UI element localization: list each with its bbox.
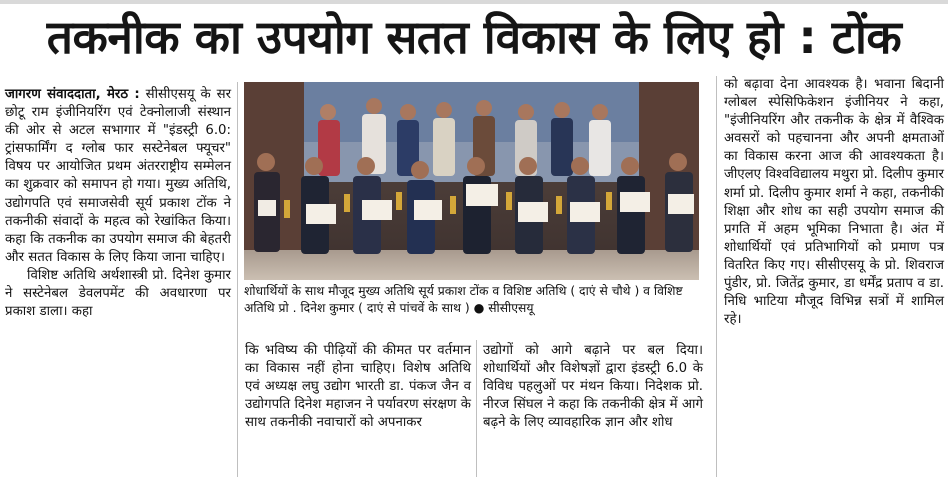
- byline-paragraph: [5, 86, 231, 267]
- headline: तकनीक का उपयोग सतत विकास के लिए हो : टोंक: [46, 10, 902, 64]
- article-column-2: [245, 342, 471, 432]
- column-separator: [237, 82, 238, 477]
- body-paragraph: सीसीएसयू के सर छोटू राम इंजीनियरिंग एवं टेक्नोलाजी संस्थान की ओर से अटल सभागार में "इंडस्ट्री 6.0: ट्रांसफार्मिंग द ग्लोब फार सस्टेनेबल फ्यूचर" विषय पर आयोजित प्रथम अंतरराष्ट्रीय सम्मेलन का शुक्रवार को समापन हो गया। मुख्य अतिथि, उद्योगपति एवं समाजसेवी सूर्य प्रकाश टोंक ने तकनीकी संवादों के महत्व को रेखांकित किया। कहा कि तकनीक का उपयोग समाज की बेहतरी और सतत विकास के लिए किया जाना चाहिए।: [5, 87, 232, 265]
- body-paragraph: कि भविष्य की पीढ़ियों की कीमत पर वर्तमान का विकास नहीं होना चाहिए। विशेष अतिथि एवं अध्यक्ष लघु उद्योग भारती डा. पंकज जैन व उद्योगपति दिनेश महाजन ने पर्यावरण संरक्षण के साथ तकनीकी नवाचारों को अपनाकर: [245, 343, 471, 431]
- body-paragraph: उद्योगों को आगे बढ़ाने पर बल दिया। शोधार्थियों और विशेषज्ञों द्वारा इंडस्ट्री 6.0 के विविध पहलुओं पर मंथन किया। निदेशक प्रो. नीरज सिंघल ने कहा कि तकनीकी क्षेत्र में आगे बढ़ने के लिए व्यावहारिक ज्ञान और शोध: [483, 343, 703, 431]
- photo-illustration: [244, 82, 699, 280]
- byline: जागरण संवाददाता, मेरठ :: [5, 87, 140, 102]
- body-paragraph: विशिष्ट अतिथि अर्थशास्त्री प्रो. दिनेश कुमार ने सस्टेनेबल डेवलपमेंट की अवधारणा पर प्रकाश डाला। कहा: [5, 267, 231, 320]
- article-column-1: [5, 86, 231, 321]
- column-separator: [716, 76, 717, 477]
- article-column-4: [724, 76, 944, 329]
- top-rule: [0, 0, 948, 4]
- body-paragraph: को बढ़ावा देना आवश्यक है। भवाना बिदानी ग्लोबल स्पेसिफिकेशन इंजीनियर ने कहा, "इंजीनियरिंग और तकनीक के क्षेत्र में वैश्विक अवसरों को पहचानना और अपनी क्षमताओं का विकास करना आज की आवश्यकता है। जीएलए विश्वविद्यालय मथुरा प्रो. दिलीप कुमार शर्मा प्रो. दिलीप कुमार शर्मा ने कहा, तकनीकी शिक्षा और शोध का सही उपयोग समाज की प्रगति में अहम भूमिका निभाता है। अंत में शोधार्थियों एवं प्रतिभागियों को प्रमाण पत्र वितरित किए गए। सीसीएसयू के प्रो. शिवराज पुंडीर, प्रो. जितेंद्र कुमार, डा धर्मेंद्र प्रताप व डा. निधि भाटिया मौजूद विभिन्न सत्रों में शामिल रहे।: [724, 77, 944, 328]
- column-separator: [476, 340, 477, 477]
- event-photo: [244, 82, 699, 280]
- photo-caption: शोधार्थियों के साथ मौजूद मुख्य अतिथि सूर्य प्रकाश टोंक व विशिष्ट अतिथि ( दाएं से चौथे ) व विशिष्ट अतिथि प्रो . दिनेश कुमार ( दाएं से पांचवें के साथ ) ● सीसीएसयू: [244, 284, 683, 315]
- article-column-3: [483, 342, 703, 432]
